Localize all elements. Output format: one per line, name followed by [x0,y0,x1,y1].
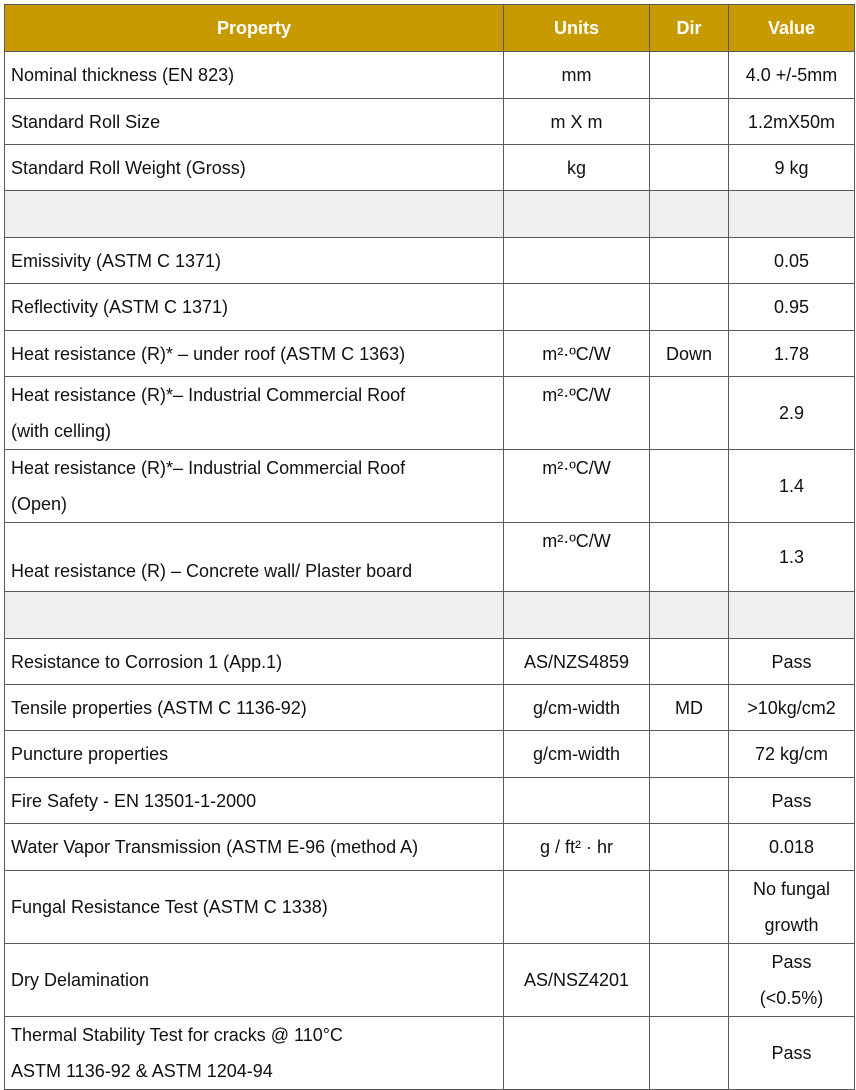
property-line: Heat resistance (R)*– Industrial Commercial Roof [11,385,406,405]
value-cell [729,944,855,1017]
value-cell: 0.05 [729,238,855,284]
units-cell: m²·ºC/W [504,523,650,592]
units-cell: m²·ºC/W [504,377,650,450]
table-row [5,450,855,523]
property-cell: Water Vapor Transmission (ASTM E-96 (method A) [5,824,504,871]
units-cell: mm [504,52,650,99]
properties-table [4,4,855,1090]
property-line: (with celling) [11,421,112,441]
dir-cell [650,523,729,592]
table-row [5,377,855,450]
dir-cell [650,871,729,944]
property-cell: Fungal Resistance Test (ASTM C 1338) [5,871,504,944]
table-row [5,871,855,944]
spacer-cell [504,592,650,639]
units-cell [504,238,650,284]
value-cell [729,871,855,944]
table-row [5,284,855,331]
value-cell: 2.9 [729,377,855,450]
table-row [5,731,855,778]
units-cell [504,778,650,824]
table-header-row [5,5,855,52]
value-cell: 9 kg [729,145,855,191]
property-line: ASTM 1136-92 & ASTM 1204-94 [11,1061,273,1081]
header-units: Units [504,5,650,52]
property-cell: Heat resistance (R) – Concrete wall/ Plaster board [5,523,504,592]
property-line: Heat resistance (R)*– Industrial Commercial Roof [11,458,406,478]
value-cell: Pass [729,639,855,685]
dir-cell: Down [650,331,729,377]
dir-cell [650,639,729,685]
units-cell [504,871,650,944]
dir-cell [650,99,729,145]
value-cell: 4.0 +/-5mm [729,52,855,99]
units-cell [504,1017,650,1090]
header-dir: Dir [650,5,729,52]
table-row [5,523,855,592]
property-cell: Fire Safety - EN 13501-1-2000 [5,778,504,824]
dir-cell [650,52,729,99]
property-line: Thermal Stability Test for cracks @ 110°C [11,1025,343,1045]
value-cell: 72 kg/cm [729,731,855,778]
table-row [5,778,855,824]
header-property: Property [5,5,504,52]
value-line: Pass [771,952,812,972]
property-cell: Resistance to Corrosion 1 (App.1) [5,639,504,685]
value-cell: 1.2mX50m [729,99,855,145]
header-value: Value [729,5,855,52]
property-cell: Heat resistance (R)* – under roof (ASTM C 1363) [5,331,504,377]
property-cell [5,377,504,450]
units-cell: AS/NZS4859 [504,639,650,685]
value-cell: 0.018 [729,824,855,871]
table-row [5,331,855,377]
value-cell: 0.95 [729,284,855,331]
property-cell: Emissivity (ASTM C 1371) [5,238,504,284]
dir-cell [650,377,729,450]
units-cell: AS/NSZ4201 [504,944,650,1017]
table-row [5,639,855,685]
property-cell [5,450,504,523]
dir-cell [650,1017,729,1090]
value-cell: >10kg/cm2 [729,685,855,731]
value-cell: 1.3 [729,523,855,592]
units-cell: m²·ºC/W [504,450,650,523]
spacer-cell [504,191,650,238]
units-cell: g / ft² · hr [504,824,650,871]
table-row [5,1017,855,1090]
units-cell: m²·ºC/W [504,331,650,377]
value-cell: Pass [729,1017,855,1090]
spacer-cell [5,592,504,639]
table-row [5,685,855,731]
spacer-row [5,191,855,238]
table-row [5,238,855,284]
table-row [5,145,855,191]
value-cell: Pass [729,778,855,824]
units-cell: kg [504,145,650,191]
dir-cell [650,944,729,1017]
property-cell: Dry Delamination [5,944,504,1017]
dir-cell [650,450,729,523]
dir-cell [650,284,729,331]
dir-cell [650,731,729,778]
property-cell: Puncture properties [5,731,504,778]
dir-cell [650,145,729,191]
value-cell: 1.78 [729,331,855,377]
dir-cell: MD [650,685,729,731]
spacer-cell [650,191,729,238]
table-row [5,99,855,145]
value-line: No fungal [752,879,831,899]
dir-cell [650,824,729,871]
property-line: (Open) [11,494,68,514]
spacer-cell [650,592,729,639]
value-line: growth [764,915,819,935]
table-row [5,944,855,1017]
spacer-cell [729,592,855,639]
table-row [5,52,855,99]
property-cell [5,1017,504,1090]
property-cell: Standard Roll Weight (Gross) [5,145,504,191]
units-cell [504,284,650,331]
spacer-cell [729,191,855,238]
spacer-row [5,592,855,639]
value-line: (<0.5%) [759,988,824,1008]
units-cell: g/cm-width [504,685,650,731]
property-cell: Reflectivity (ASTM C 1371) [5,284,504,331]
dir-cell [650,238,729,284]
property-cell: Nominal thickness (EN 823) [5,52,504,99]
units-cell: m X m [504,99,650,145]
value-cell: 1.4 [729,450,855,523]
table-row [5,824,855,871]
property-cell: Tensile properties (ASTM C 1136-92) [5,685,504,731]
spacer-cell [5,191,504,238]
dir-cell [650,778,729,824]
property-cell: Standard Roll Size [5,99,504,145]
units-cell: g/cm-width [504,731,650,778]
